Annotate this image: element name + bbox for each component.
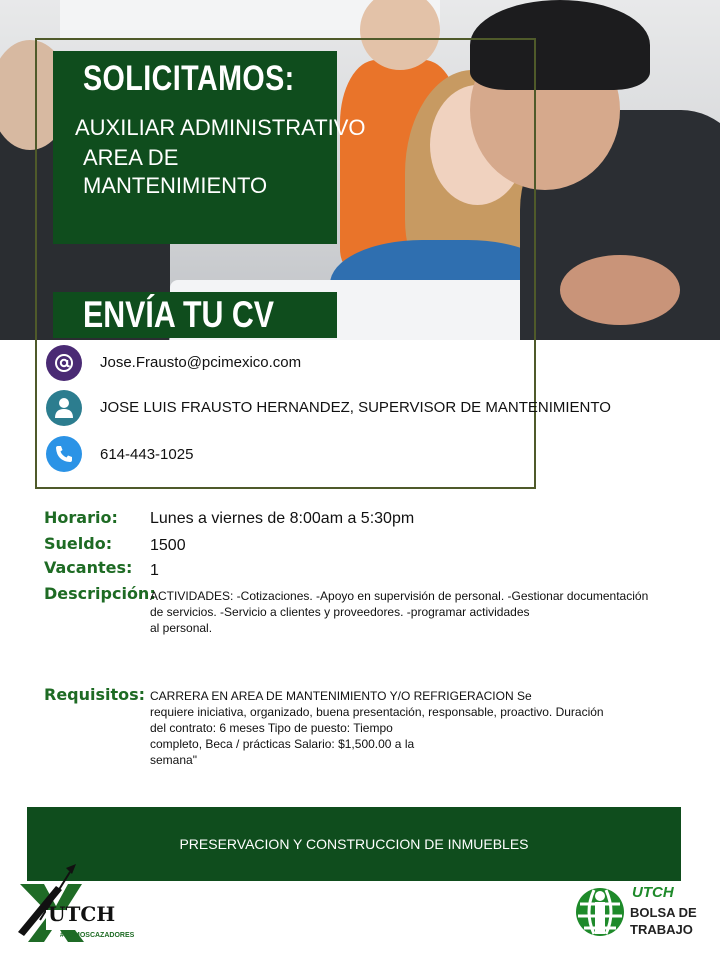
person-icon: [46, 390, 82, 426]
vacancies-value: 1: [150, 562, 159, 579]
logo-left-text: UTCH: [48, 902, 116, 926]
requirements-line-5: semana": [150, 753, 197, 767]
page-title: SOLICITAMOS:: [83, 59, 295, 98]
description-line-2: de servicios. -Servicio a clientes y proveedores. -programar actividades: [150, 605, 530, 619]
logo-right-brand: UTCH: [632, 884, 674, 901]
job-title-line-3: MANTENIMIENTO: [83, 173, 268, 198]
logo-right-text: [630, 904, 697, 938]
schedule-value: Lunes a viernes de 8:00am a 5:30pm: [150, 510, 415, 527]
logo-right-line-1: BOLSA DE: [630, 905, 697, 920]
bolsa-de-trabajo-logo: [574, 884, 709, 944]
requirements-line-3: del contrato: 6 meses Tipo de puesto: Tiempo: [150, 721, 393, 735]
salary-label: Sueldo:: [44, 534, 113, 553]
company-banner: [27, 807, 681, 881]
salary-value: 1500: [150, 537, 186, 554]
company-name: PRESERVACION Y CONSTRUCCION DE INMUEBLES: [179, 836, 529, 852]
contact-person: JOSE LUIS FRAUSTO HERNANDEZ, SUPERVISOR DE MANTENIMIENTO: [100, 399, 611, 416]
phone-icon: [46, 436, 82, 472]
contact-email[interactable]: Jose.Frausto@pcimexico.com: [100, 354, 302, 371]
schedule-label: Horario:: [44, 508, 118, 527]
logo-right-line-2: TRABAJO: [630, 922, 693, 937]
globe-person-icon: [574, 886, 626, 938]
requirements-line-2: requiere iniciativa, organizado, buena presentación, responsable, proactivo. Duración: [150, 705, 604, 719]
requirements-line-4: completo, Beca / prácticas Salario: $1,500.00 a la: [150, 737, 415, 751]
job-title-line-1: AUXILIAR ADMINISTRATIVO: [75, 115, 366, 140]
description-text: [150, 588, 648, 636]
requirements-text: [150, 688, 604, 768]
logo-left-hashtag: #SOMOSCAZADORES: [60, 932, 135, 939]
vacancies-label: Vacantes:: [44, 558, 133, 577]
at-sign-icon: [46, 345, 82, 381]
description-line-1: ACTIVIDADES: -Cotizaciones. -Apoyo en supervisión de personal. -Gestionar documentación: [150, 589, 649, 603]
requirements-label: Requisitos:: [44, 685, 146, 704]
description-label: Descripción:: [44, 584, 156, 603]
job-title-line-2: AREA DE: [83, 145, 179, 170]
requirements-line-1: CARRERA EN AREA DE MANTENIMIENTO Y/O REFRIGERACION Se: [150, 689, 532, 703]
description-line-3: al personal.: [150, 621, 213, 635]
utch-cazadores-logo: [10, 862, 135, 944]
send-cv-text: ENVÍA TU CV: [83, 294, 275, 335]
contact-phone[interactable]: 614-443-1025: [100, 446, 194, 463]
send-cv-banner: [53, 292, 337, 338]
job-title-box: [53, 51, 366, 244]
